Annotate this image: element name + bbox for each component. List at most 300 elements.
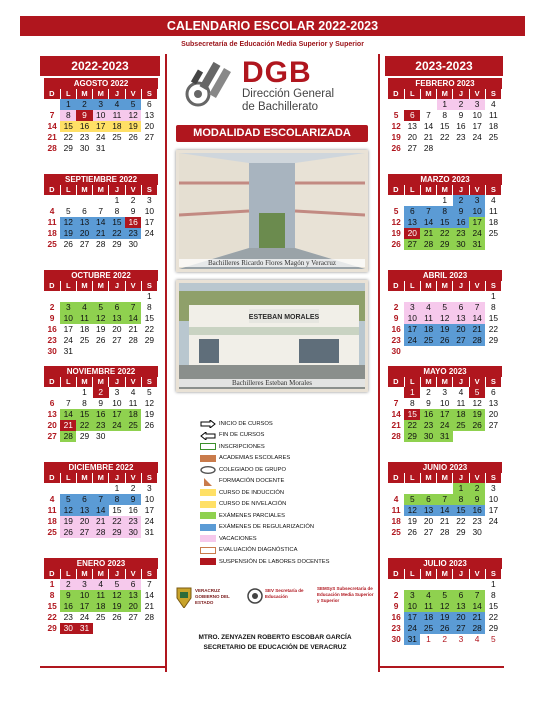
day-cell: 4 [93,579,109,590]
day-cell: 1 [49,579,55,589]
day-cell: 8 [442,110,448,120]
logo-line1: Dirección General [242,88,335,100]
day-cell: 18 [453,409,469,420]
photo-building-2 [176,280,368,392]
day-cell [60,195,76,206]
day-cell: 24 [63,335,73,345]
day-cell: 19 [144,409,155,419]
day-cell: 4 [420,590,436,601]
day-cell: 9 [453,206,469,217]
day-cell: 18 [391,516,401,526]
day-cell [388,291,404,302]
day-cell [44,387,60,398]
legend-item [200,418,370,430]
day-cell: 17 [109,409,125,420]
day-cell: 26 [96,335,106,345]
day-cell [453,579,469,590]
page-title: CALENDARIO ESCOLAR 2022-2023 [20,16,525,36]
day-cell: 3 [114,387,120,397]
day-cell: 26 [437,335,453,346]
day-cell [109,623,125,634]
weekday-label: D [44,185,60,195]
day-cell: 22 [109,228,125,239]
day-cell: 2 [130,483,136,493]
sev-crest-icon [247,586,263,606]
day-cell [109,346,125,357]
day-cell: 18 [420,324,436,335]
weekday-label: V [125,473,141,483]
day-cell: 5 [60,494,76,505]
calendar-right-0 [388,78,502,154]
day-cell [404,346,420,357]
day-cell: 20 [488,409,499,419]
day-cell: 27 [407,143,417,153]
day-cell: 7 [426,110,431,120]
day-cell: 27 [144,132,155,142]
day-cell: 23 [79,132,90,142]
day-cell: 24 [109,420,125,431]
day-cell: 27 [112,335,122,345]
day-cell: 7 [93,494,109,505]
day-cell [76,195,92,206]
color-swatch [200,443,216,450]
day-cell: 7 [49,110,55,120]
day-cell: 22 [76,420,92,431]
weekday-label: L [404,473,420,483]
day-cell: 15 [144,313,155,323]
day-cell [469,431,485,442]
day-cell: 19 [437,324,453,335]
day-cell: 3 [147,195,152,205]
weekday-label: L [60,185,76,195]
day-cell [125,143,141,154]
day-cell: 3 [60,302,76,313]
day-cell: 18 [47,228,57,238]
calendar-right-1 [388,174,502,250]
day-cell: 16 [391,612,401,622]
day-cell: 30 [125,527,141,538]
day-cell: 30 [453,239,469,250]
day-cell: 24 [144,228,155,238]
veracruz-crest-icon [175,586,193,608]
day-cell: 23 [472,516,482,526]
weekday-label: J [109,281,125,291]
day-cell: 30 [47,346,57,356]
weekday-label: J [109,569,125,579]
day-cell: 18 [47,516,57,526]
day-cell [388,387,404,398]
day-cell: 5 [93,302,109,313]
weekday-label: D [44,569,60,579]
calendar-right-4 [388,462,502,538]
day-cell: 2 [60,579,76,590]
day-cell [420,346,436,357]
day-cell: 13 [47,409,57,419]
day-cell [437,291,453,302]
day-cell: 10 [60,313,76,324]
ellipse-icon [200,466,216,473]
day-cell: 1 [147,291,152,301]
day-cell: 16 [456,121,466,131]
weekday-label: J [109,185,125,195]
day-cell: 18 [420,612,436,623]
day-cell: 14 [47,121,57,131]
day-cell: 31 [144,527,155,537]
day-cell: 2 [49,302,55,312]
day-cell: 28 [144,612,155,622]
day-cell: 23 [391,335,401,345]
day-cell [388,483,404,494]
weekday-label: S [485,281,501,291]
day-cell: 31 [63,346,73,356]
day-cell: 20 [404,228,420,239]
day-cell: 1 [60,99,76,110]
day-cell: 7 [98,206,104,216]
day-cell: 23 [125,228,141,239]
day-cell: 16 [391,324,401,334]
day-cell: 4 [49,206,55,216]
day-cell: 4 [491,195,496,205]
weekday-label: L [404,569,420,579]
day-cell: 27 [79,239,90,249]
day-cell: 12 [437,313,453,324]
calendar-left-2 [44,270,158,357]
day-cell: 27 [453,335,469,346]
day-cell: 19 [437,612,453,623]
color-swatch [200,558,216,565]
day-cell: 25 [112,132,122,142]
day-cell: 19 [391,228,401,238]
day-cell: 19 [391,132,401,142]
calendar-right-5 [388,558,502,645]
day-cell: 13 [125,590,141,601]
day-cell: 8 [109,494,125,505]
right-bottom-rule [378,666,504,668]
legend-label: EXÁMENES DE REGULARIZACIÓN [219,524,315,531]
day-cell: 23 [391,623,401,633]
calendar-left-1 [44,174,158,250]
day-cell [469,143,485,154]
day-cell: 1 [114,195,120,205]
day-cell: 15 [112,505,122,515]
day-cell: 21 [391,420,401,430]
day-cell: 6 [491,387,496,397]
day-cell: 26 [128,132,138,142]
day-cell [44,483,60,494]
day-cell: 27 [404,239,420,250]
day-cell: 14 [391,409,401,419]
weekday-label: V [469,89,485,99]
weekday-label: D [388,569,404,579]
weekday-label: L [404,185,420,195]
weekday-label: L [60,89,76,99]
weekday-label: D [44,473,60,483]
day-cell: 6 [82,206,87,216]
day-cell: 31 [76,623,92,634]
day-cell: 28 [440,527,450,537]
day-cell: 8 [60,110,76,121]
day-cell: 12 [109,590,125,601]
day-cell: 17 [144,505,155,515]
day-cell: 5 [125,99,141,110]
day-cell: 20 [47,420,57,430]
day-cell: 24 [469,228,485,239]
weekday-label: J [453,377,469,387]
day-cell: 28 [47,143,57,153]
day-cell: 3 [469,195,485,206]
right-year-heading: 2023-2023 [385,56,503,76]
day-cell: 3 [469,99,485,110]
month-name: AGOSTO 2022 [44,78,158,89]
day-cell: 28 [391,431,401,441]
day-cell: 27 [423,527,434,537]
weekday-label: S [141,473,157,483]
signer-name: MTRO. ZENYAZEN ROBERTO ESCOBAR GARCÍA [198,634,352,641]
day-cell: 1 [491,291,496,301]
day-cell: 7 [125,302,141,313]
day-cell: 9 [393,601,399,611]
weekday-label: S [485,377,501,387]
day-cell: 3 [442,387,448,397]
day-cell [141,143,157,154]
day-cell: 8 [49,590,55,600]
weekday-label: D [44,89,60,99]
day-cell: 13 [144,110,155,120]
day-cell: 20 [125,601,141,612]
weekday-label: L [404,377,420,387]
photo-building-1 [176,150,368,272]
day-cell: 30 [391,634,401,644]
day-cell: 23 [63,612,73,622]
day-cell [93,291,109,302]
day-cell: 21 [469,324,485,335]
legend-item [200,533,370,545]
day-cell: 17 [404,324,420,335]
day-cell: 21 [144,601,155,611]
day-cell: 29 [63,143,73,153]
day-cell: 12 [60,505,76,516]
day-cell: 14 [93,217,109,228]
left-divider [165,54,167,672]
day-cell: 12 [391,217,401,227]
day-cell: 31 [469,239,485,250]
day-cell: 23 [125,516,141,527]
day-cell: 4 [109,99,125,110]
calendar-left-5 [44,558,158,634]
day-cell: 21 [420,228,436,239]
weekday-label: V [125,569,141,579]
day-cell: 16 [93,409,109,420]
weekday-label: J [109,377,125,387]
day-cell [453,346,469,357]
month-name: MARZO 2023 [388,174,502,185]
day-cell [437,579,453,590]
day-cell: 9 [60,590,76,601]
day-cell: 25 [125,420,141,431]
day-cell: 29 [112,239,122,249]
day-cell: 9 [49,313,55,323]
day-cell [76,346,92,357]
day-cell: 29 [79,431,90,441]
day-cell [453,431,469,442]
day-cell: 2 [76,99,92,110]
photo-caption-1: Bachilleres Ricardo Flores Magón y Veracruz [179,259,365,267]
color-swatch [200,501,216,508]
day-cell: 15 [47,601,57,611]
weekday-label: M [437,89,453,99]
day-cell: 22 [47,612,57,622]
day-cell [485,239,501,250]
day-cell: 15 [437,217,453,228]
day-cell: 9 [458,110,464,120]
day-cell: 28 [93,527,109,538]
day-cell: 12 [472,398,482,408]
day-cell: 25 [391,527,401,537]
day-cell: 10 [144,494,155,504]
day-cell: 11 [456,398,466,408]
weekday-label: M [420,281,436,291]
day-cell: 17 [76,601,92,612]
weekday-label: L [404,89,420,99]
day-cell [420,195,436,206]
day-cell: 6 [76,494,92,505]
weekday-label: M [437,473,453,483]
day-cell: 18 [488,217,499,227]
weekday-label: M [76,569,92,579]
day-cell: 16 [453,217,469,228]
day-cell: 24 [488,516,499,526]
day-cell: 13 [404,217,420,228]
day-cell: 10 [93,110,109,121]
school-sign: ESTEBAN MORALES [248,314,320,321]
legend-label: ACADEMIAS ESCOLARES [219,455,291,462]
day-cell: 9 [76,110,92,121]
day-cell: 16 [469,505,485,516]
day-cell [44,291,60,302]
right-divider [378,54,380,672]
day-cell: 25 [453,420,469,431]
footer-logos [175,584,375,612]
day-cell: 2 [469,483,485,494]
day-cell: 28 [423,143,434,153]
day-cell: 9 [426,398,431,408]
day-cell [420,483,436,494]
day-cell: 3 [404,302,420,313]
day-cell: 25 [420,335,436,346]
day-cell: 27 [47,431,57,441]
day-cell: 28 [420,239,436,250]
day-cell: 27 [488,420,499,430]
weekday-label: D [388,281,404,291]
day-cell: 16 [60,601,76,612]
weekday-label: V [469,185,485,195]
day-cell: 1 [437,99,453,110]
day-cell: 13 [453,313,469,324]
month-name: JULIO 2023 [388,558,502,569]
day-cell: 22 [437,228,453,239]
day-cell: 26 [437,623,453,634]
legend-label: EXÁMENES PARCIALES [219,512,285,519]
day-cell: 30 [60,623,76,634]
day-cell: 7 [437,494,453,505]
day-cell: 12 [391,121,401,131]
day-cell: 22 [488,324,499,334]
day-cell: 1 [114,483,120,493]
calendar-left-0 [44,78,158,154]
day-cell: 11 [128,398,138,408]
day-cell: 5 [393,206,399,216]
day-cell [60,291,76,302]
day-cell: 6 [404,206,420,217]
weekday-label: M [76,473,92,483]
day-cell: 18 [93,601,109,612]
day-cell: 20 [453,612,469,623]
school-photo-icon [179,283,365,389]
day-cell: 3 [458,634,464,644]
day-cell: 7 [393,398,399,408]
day-cell: 2 [393,590,399,600]
day-cell: 30 [128,239,138,249]
day-cell: 21 [469,612,485,623]
day-cell: 23 [47,335,57,345]
day-cell: 13 [109,313,125,324]
calendar-left-4 [44,462,158,538]
day-cell: 4 [49,494,55,504]
day-cell: 15 [440,121,450,131]
signer-title: SECRETARIO DE EDUCACIÓN DE VERACRUZ [203,644,347,651]
day-cell: 26 [391,143,401,153]
day-cell: 15 [109,217,125,228]
day-cell: 19 [60,228,76,239]
day-cell [404,483,420,494]
day-cell [485,431,501,442]
day-cell: 20 [144,121,155,131]
day-cell: 12 [60,217,76,228]
day-cell: 26 [144,420,155,430]
weekday-label: J [453,281,469,291]
weekday-label: L [404,281,420,291]
day-cell: 7 [469,302,485,313]
day-cell [388,99,404,110]
weekday-label: M [76,377,92,387]
day-cell: 8 [491,302,496,312]
day-cell: 4 [393,494,399,504]
month-name: SEPTIEMBRE 2022 [44,174,158,185]
legend-label: VACACIONES [219,535,257,542]
weekday-label: D [44,377,60,387]
legend-item [200,453,370,465]
day-cell: 4 [420,302,436,313]
day-cell: 30 [391,346,401,356]
day-cell: 15 [60,121,76,132]
weekday-label: M [420,569,436,579]
day-cell [420,579,436,590]
veracruz-logo-text: VERACRUZ GOBIERNO DEL ESTADO [195,588,230,605]
day-cell [125,346,141,357]
legend-item [200,545,370,557]
legend-label: CURSO DE NIVELACIÓN [219,501,287,508]
day-cell: 10 [440,398,450,408]
day-cell: 10 [144,206,155,216]
day-cell: 17 [488,505,499,515]
weekday-label: M [76,89,92,99]
legend-item [200,487,370,499]
day-cell: 11 [47,505,57,515]
day-cell: 10 [404,601,420,612]
day-cell: 30 [420,431,436,442]
day-cell: 29 [109,527,125,538]
day-cell [141,346,157,357]
